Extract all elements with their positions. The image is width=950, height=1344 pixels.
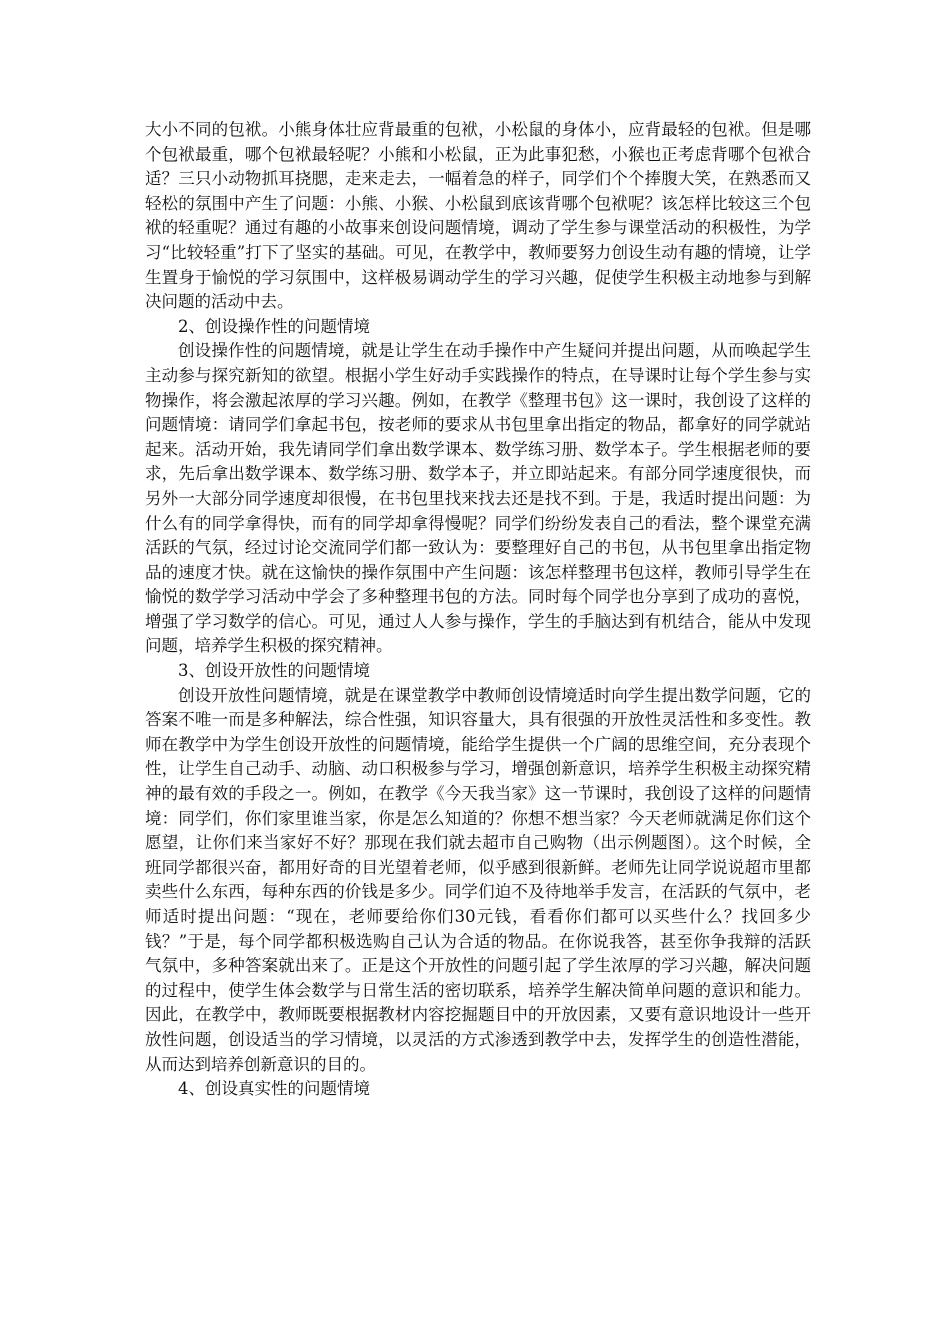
section-heading-2: 2、创设操作性的问题情境: [178, 316, 370, 336]
paragraph-open-situation: 创设开放性问题情境，就是在课堂教学中教师创设情境适时向学生提出数学问题，它的答案不唯一而是多种解法，综合性强，知识容量大，具有很强的开放性灵活性和多变性。教师在教学中为学生创设开放性的问题情境，能给学生提供一个广阔的思维空间，充分表现个性，让学生自己动手、动脑、动口积极参与学习，增强创新意识，培养学生积极主动探究精神的最有效的手段之一。例如，在教学《今天我当家》这一节课时，我创设了这样的问题情境：同学们，你们家里谁当家，你是怎么知道的？你想不想当家？今天老师就满足你们这个愿望，让你们来当家好不好？那现在我们就去超市自己购物（出示例题图）。这个时候，全班同学都很兴奋，都用好奇的目光望着老师，似乎感到很新鲜。老师先让同学说说超市里都卖些什么东西，每种东西的价钱是多少。同学们迫不及待地举手发言，在活跃的气氛中，老师适时提出问题：“现在，老师要给你们30元钱，看看你们都可以买些什么？找回多少钱？”于是，每个同学都积极选购自己认为合适的物品。在你说我答，甚至你争我辩的活跃气氛中，多种答案就出来了。正是这个开放性的问题引起了学生浓厚的学习兴趣，解决问题的过程中，使学生体会数学与日常生活的密切联系，培养学生解决简单问题的意识和能力。因此，在教学中，教师既要根据教材内容挖掘题目中的开放因素，又要有意识地设计一些开放性问题，创设适当的学习情境，以灵活的方式渗透到教学中去，发挥学生的创造性潜能，从而达到培养创新意识的目的。: [145, 685, 811, 1074]
paragraph-story-continuation: 大小不同的包袱。小熊身体壮应背最重的包袱，小松鼠的身体小，应背最轻的包袱。但是哪个包袱最重，哪个包袱最轻呢？小熊和小松鼠，正为此事犯愁，小猴也正考虑背哪个包袱合适？三只小动物抓耳挠腮，走来走去，一幅着急的样子，同学们个个捧腹大笑，在熟悉而又轻松的氛围中产生了问题：小熊、小猴、小松鼠到底该背哪个包袱呢？该怎样比较这三个包袱的轻重呢？通过有趣的小故事来创设问题情境，调动了学生参与课堂活动的积极性，为学习“比较轻重”打下了坚实的基础。可见，在教学中，教师要努力创设生动有趣的情境，让学生置身于愉悦的学习氛围中，这样极易调动学生的学习兴趣，促使学生积极主动地参与到解决问题的活动中去。: [145, 120, 811, 312]
section-heading-3: 3、创设开放性的问题情境: [178, 661, 370, 681]
section-heading-4: 4、创设真实性的问题情境: [178, 1079, 370, 1099]
document-page: [145, 118, 811, 1102]
paragraph-operational-situation: 创设操作性的问题情境，就是让学生在动手操作中产生疑问并提出问题，从而唤起学生主动参与探究新知的欲望。根据小学生好动手实践操作的特点，在导课时让每个学生参与实物操作，将会激起浓厚的学习兴趣。例如，在教学《整理书包》这一课时，我创设了这样的问题情境：请同学们拿起书包，按老师的要求从书包里拿出指定的物品，都拿好的同学就站起来。活动开始，我先请同学们拿出数学课本、数学练习册、数学本子。学生根据老师的要求，先后拿出数学课本、数学练习册、数学本子，并立即站起来。有部分同学速度很快，而另外一大部分同学速度却很慢，在书包里找来找去还是找不到。于是，我适时提出问题：为什么有的同学拿得快，而有的同学却拿得慢呢？同学们纷纷发表自己的看法，整个课堂充满活跃的气氛，经过讨论交流同学们都一致认为：要整理好自己的书包，从书包里拿出指定物品的速度才快。就在这愉快的操作氛围中产生问题：该怎样整理书包这样，教师引导学生在愉悦的数学学习活动中学会了多种整理书包的方法。同时每个同学也分享到了成功的喜悦，增强了学习数学的信心。可见，通过人人参与操作，学生的手脑达到有机结合，能从中发现问题，培养学生积极的探究精神。: [145, 341, 811, 656]
